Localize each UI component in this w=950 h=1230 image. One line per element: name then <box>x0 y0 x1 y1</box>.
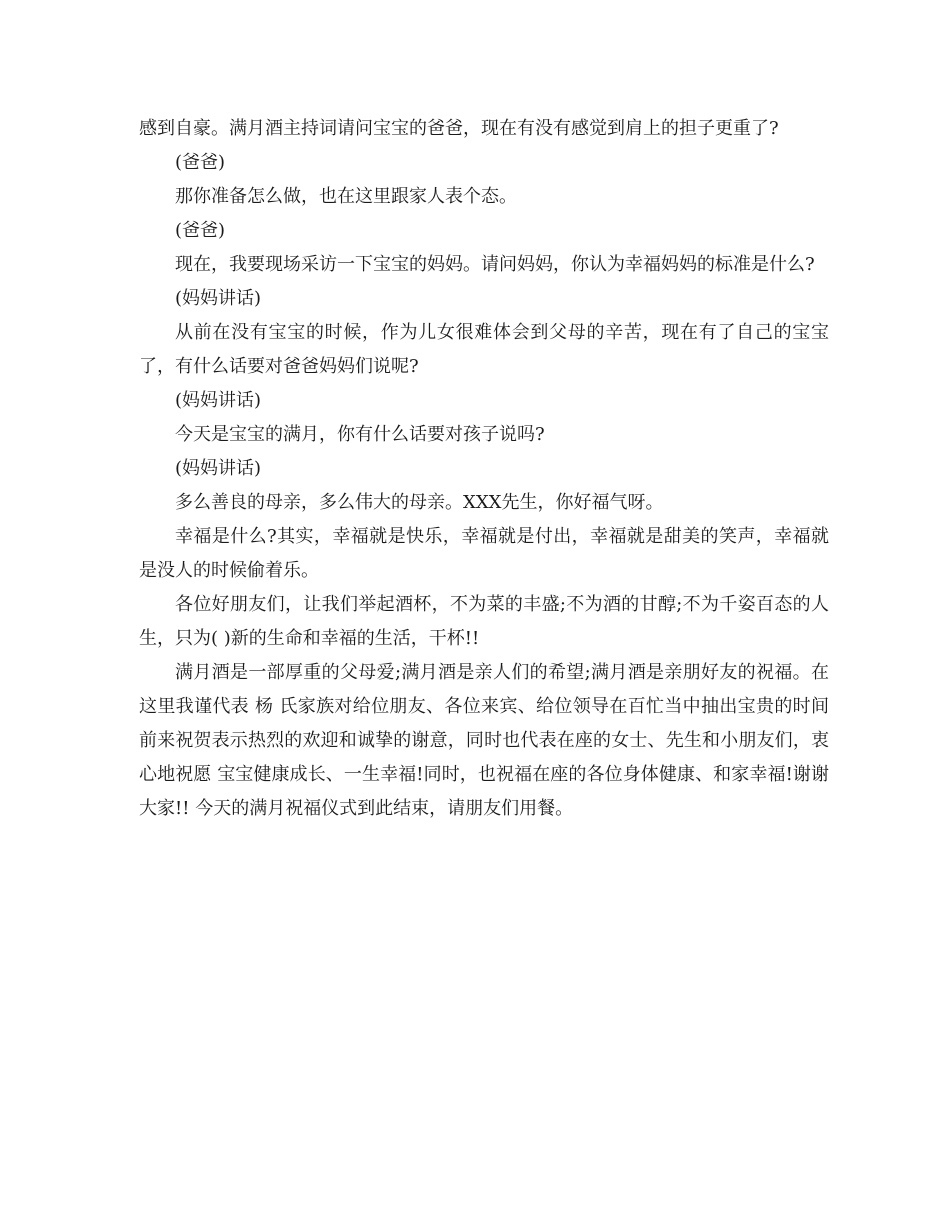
paragraph-question-child: 今天是宝宝的满月，你有什么话要对孩子说吗? <box>175 424 545 445</box>
paragraph-dad-response-1: (爸爸) <box>175 152 226 173</box>
paragraph-closing: 满月酒是一部厚重的父母爱;满月酒是亲人们的希望;满月酒是亲朋好友的祝福。在这里我谨代表 杨 氏家族对给位朋友、各位来宾、给位领导在百忙当中抽出宝贵的时间前来祝贺表示热烈的欢迎和诚挚的谢意，同时也代表在座的女士、先生和小朋友们，衷心地祝愿 宝宝健康成长、一生幸福!同时，也祝福在座的各位身体健康、和家幸福!谢谢大家!! 今天的满月祝福仪式到此结束，请朋友们用餐。 <box>139 662 829 819</box>
paragraph-question-parents: 从前在没有宝宝的时候，作为儿女很难体会到父母的辛苦，现在有了自己的宝宝了，有什么话要对爸爸妈妈们说呢? <box>139 322 829 377</box>
paragraph-interview-mom: 现在，我要现场采访一下宝宝的妈妈。请问妈妈，你认为幸福妈妈的标准是什么? <box>175 254 815 275</box>
paragraph-question-dad: 那你准备怎么做，也在这里跟家人表个态。 <box>175 186 517 207</box>
document-body <box>139 112 829 826</box>
paragraph-toast: 各位好朋友们，让我们举起酒杯，不为菜的丰盛;不为酒的甘醇;不为千姿百态的人生，只为( )新的生命和幸福的生活，干杯!! <box>139 594 829 649</box>
paragraph-happiness: 幸福是什么?其实，幸福就是快乐，幸福就是付出，幸福就是甜美的笑声，幸福就是没人的时候偷着乐。 <box>139 526 829 581</box>
paragraph-mom-speech-1: (妈妈讲话) <box>175 288 262 309</box>
paragraph-praise-mother: 多么善良的母亲，多么伟大的母亲。XXX先生，你好福气呀。 <box>175 492 664 513</box>
paragraph-mom-speech-2: (妈妈讲话) <box>175 390 262 411</box>
paragraph-dad-response-2: (爸爸) <box>175 220 226 241</box>
paragraph-mom-speech-3: (妈妈讲话) <box>175 458 262 479</box>
paragraph-continuation: 感到自豪。满月酒主持词请问宝宝的爸爸，现在有没有感觉到肩上的担子更重了? <box>139 118 779 139</box>
